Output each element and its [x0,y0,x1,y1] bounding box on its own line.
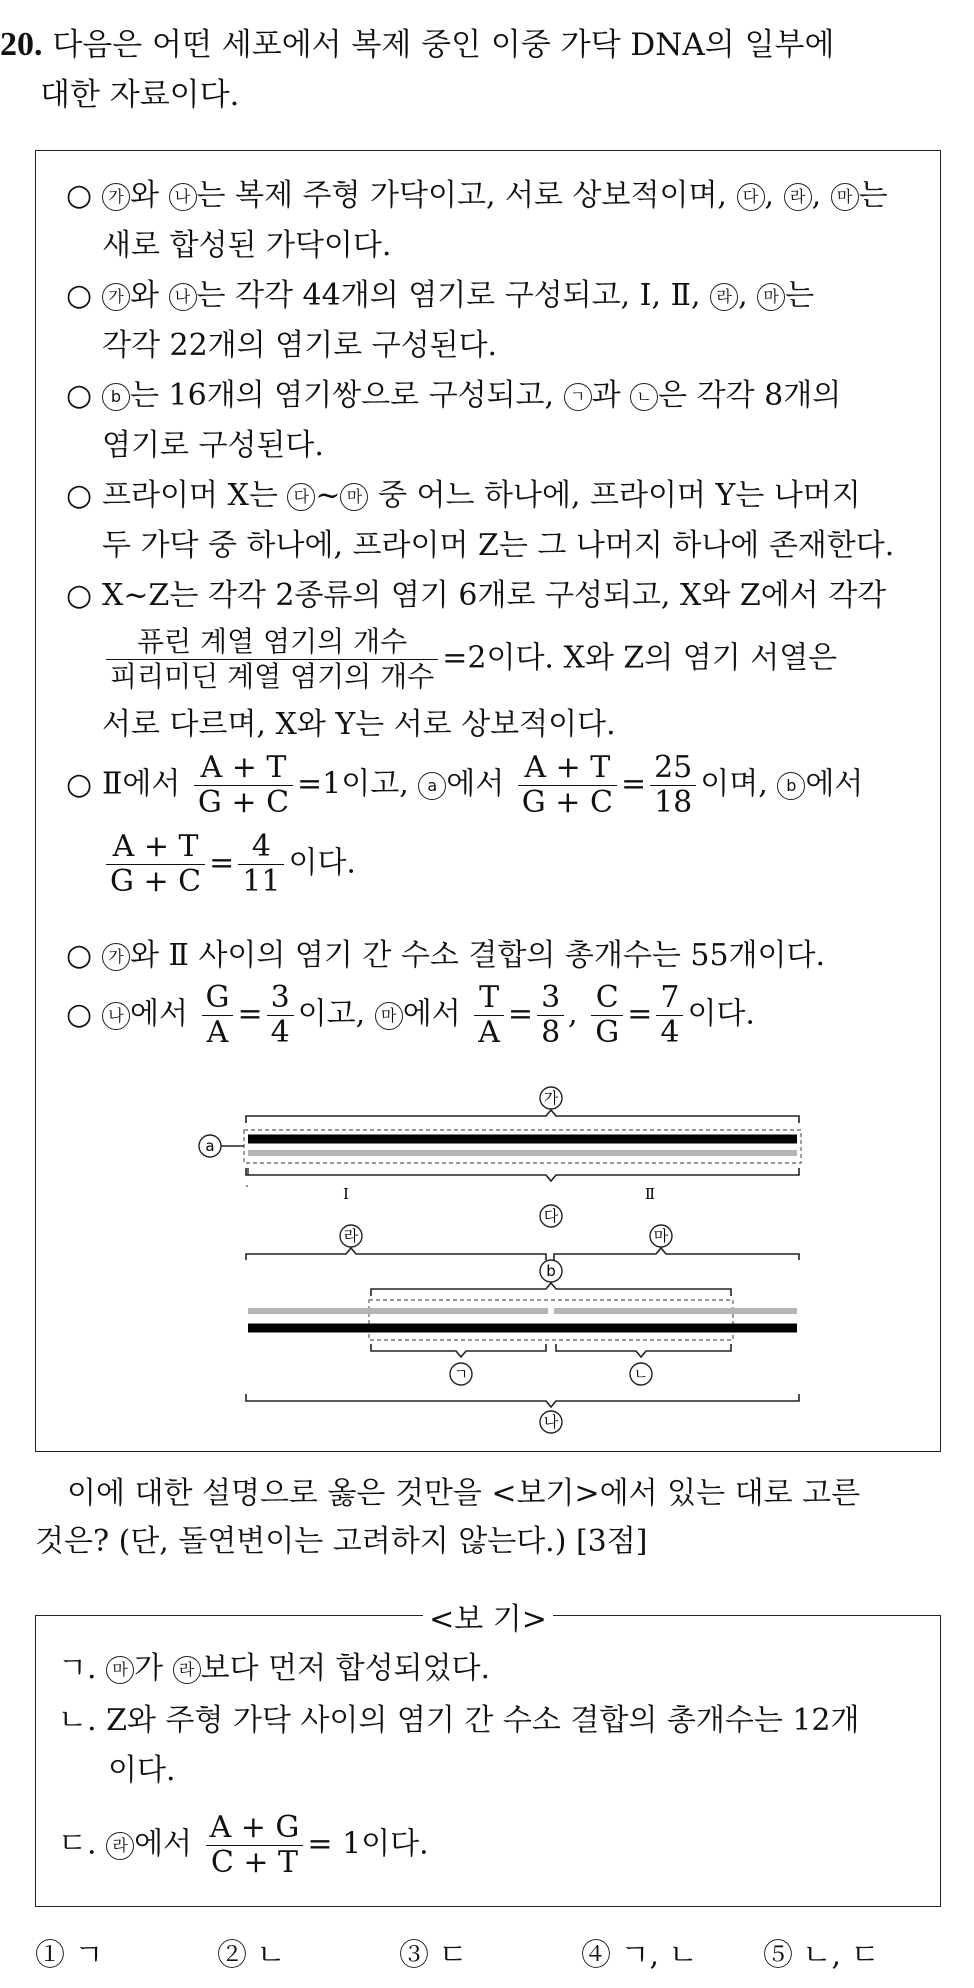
svg-text:ㄱ: ㄱ [453,1365,469,1383]
question-stem-line1: 다음은 어떤 세포에서 복제 중인 이중 가닥 DNA의 일부에 [52,27,835,63]
label-na-circle [540,1411,562,1433]
bogi-title: <보 기> [423,1602,553,1637]
choice-5[interactable]: ⑤ ㄴ, ㄷ [763,1938,880,1973]
condition-6: ○ Ⅱ에서 $\frac{A + T}{G + C}$ =1이고, a 에서 $\frac{A + T}{G + C}$ = $\frac{25}{18}$ 이며, b 에서 $\frac{A + T}{G + C}$ = $\frac{4}{11}$ 이다. [66,750,864,899]
purine-pyrimidine-fraction: $\frac{\text{퓨린 계열 염기의 개수}}{\text{피리미딘 계열 염기의 개수}}$ [106,625,438,694]
brace-na [246,1394,799,1407]
label-g-circle [450,1363,472,1385]
label-da-circle [540,1205,562,1227]
label-I: Ⅰ [343,1185,349,1203]
brace-ma [554,1248,799,1260]
condition-4: ○ 프라이머 X는 다 ~ 마 중 어느 하나에, 프라이머 Y는 나머지 두 가닥 중 하나에, 프라이머 Z는 그 나머지 하나에 존재한다. [66,478,895,563]
condition-5: ○ X~Z는 각각 2종류의 염기 6개로 구성되고, X와 Z에서 각각 $\frac{\text{퓨린 계열 염기의 개수}}{\text{피리미딘 계열 염기의 개수}}$ =2이다. X와 Z의 염기 서열은 서로 다르며, X와 Y는 서로 상보적이다. [66,578,887,742]
svg-text:ㄴ: ㄴ [633,1365,649,1383]
choice-2[interactable]: ② ㄴ [217,1938,286,1973]
condition-1: ○ 가 와 나 는 복제 주형 가닥이고, 서로 상보적이며, 다 , 라 , 마 는 새로 합성된 가닥이다. [66,178,888,263]
svg-text:나: 나 [543,1413,559,1431]
label-n-circle [630,1363,652,1385]
label-ga-circle [540,1087,562,1109]
choice-1[interactable]: ① ㄱ [35,1938,104,1973]
question-header [0,20,974,120]
svg-text:마: 마 [653,1227,669,1245]
svg-text:b: b [546,1262,556,1280]
strand-na-mark: 나 [169,183,197,211]
question-stem-line2: 대한 자료이다. [40,77,240,113]
data-box [35,150,941,1452]
svg-text:a: a [205,1137,215,1155]
svg-text:가: 가 [543,1089,559,1107]
bogi-item-2: ㄴ. Z와 주형 가닥 사이의 염기 간 수소 결합의 총개수는 12개 이다. [58,1703,860,1788]
choice-4[interactable]: ④ ㄱ, ㄴ [581,1938,698,1973]
question-number: 20. [0,26,43,63]
label-II: Ⅱ [644,1185,656,1203]
label-ma-circle [650,1225,672,1247]
b-dashed-box [369,1300,733,1340]
choice-3[interactable]: ③ ㄷ [399,1938,468,1973]
strand-ma-mark: 마 [831,183,859,211]
brace-ga [246,1110,799,1123]
condition-8: ○ 나 에서 $\frac{G}{A}$ = $\frac{3}{4}$ 이고, 마 에서 $\frac{T}{A}$ = $\frac{3}{8}$ , $\frac{C}{G}$ = $\frac{7}{4}$ 이다. [66,980,755,1050]
brace-n [556,1344,731,1357]
condition-3: ○ b 는 16개의 염기쌍으로 구성되고, ㄱ 과 ㄴ 은 각각 8개의 염기로 구성된다. [66,378,842,463]
bogi-item-3: ㄷ. 라 에서 $\frac{A + G}{C + T}$ = 1이다. [58,1810,429,1880]
bogi-box [35,1602,941,1907]
brace-b [371,1283,731,1296]
answer-choices [35,1930,965,1974]
svg-text:다: 다 [543,1207,559,1225]
label-ra-circle [340,1225,362,1247]
strand-da-mark: 다 [737,183,765,211]
strand-ga-mark: 가 [102,183,130,211]
brace-g [371,1344,546,1357]
bogi-item-1: ㄱ. 마 가 라 보다 먼저 합성되었다. [58,1651,491,1686]
label-a-circle [199,1135,221,1157]
label-b-circle [540,1260,562,1282]
strand-ra-mark: 라 [784,183,812,211]
svg-text:라: 라 [343,1227,359,1245]
dna-diagram [196,1076,816,1436]
brace-ra [246,1248,546,1260]
condition-7: ○ 가 와 Ⅱ 사이의 염기 간 수소 결합의 총개수는 55개이다. [66,938,826,973]
question-prompt: 이에 대한 설명으로 옳은 것만을 <보기>에서 있는 대로 고른 것은? (단, 돌연변이는 고려하지 않는다.) [3점] [35,1476,861,1559]
brace-da [246,1168,799,1181]
condition-2: ○ 가 와 나 는 각각 44개의 염기로 구성되고, Ⅰ, Ⅱ, 라 , 마 는 각각 22개의 염기로 구성된다. [66,278,815,363]
